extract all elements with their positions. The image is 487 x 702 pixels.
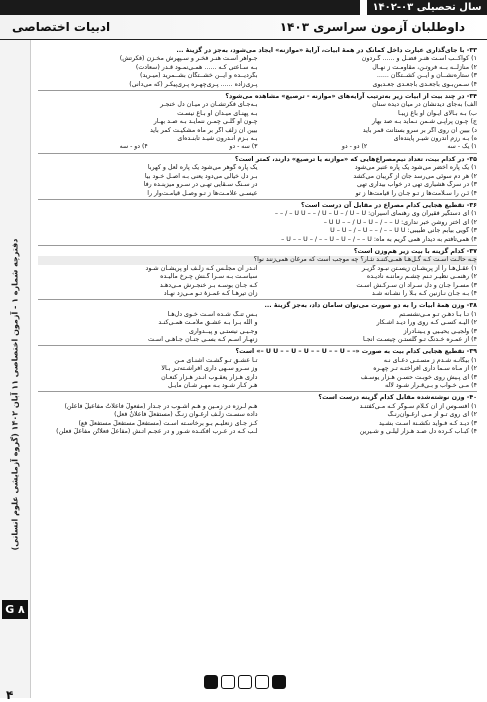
answer-choice [38, 265, 477, 273]
answer-choice [38, 81, 477, 89]
hemistich-second: زان تیرهـا کـه غمـزهٔ تـو مـی‌زد نهـاد [163, 289, 258, 297]
hemistich-first: ج) چـون پراپـی شـمن نـماید بـه صد بهار [372, 118, 477, 126]
question-block [38, 90, 477, 152]
hemistich-second: و الله بـرا بـه عشـق ملامـت همـی‌کنـد [158, 319, 258, 327]
hemistich-first: ۴) از عمـره خـدنگ تـو گلستـن چیسـت آنجـا [363, 336, 477, 343]
hemistich-first: الف) به‌جای دیدنشان در میان دیده سنان [372, 101, 477, 109]
answer-choice: ۴) همی‌تافتم به دیدار همی گریم به ماه: U – – U – / – – U – U – / – – U – [281, 235, 477, 243]
hemistich-first: ۴) کبـاب کـرده دل صـد هـزار لیلـی و شـیرین [359, 428, 477, 436]
hemistich-first: ۲) از مـاه سـما داری افراختـه تـر چهـره [373, 365, 477, 373]
question-area [38, 45, 477, 675]
hemistich-second: بـه پهنـای میـدان او بـاغ نیسـت [177, 109, 258, 117]
question-stem: ۳۸- وزن همهٔ ابیات را به دو صورت می‌توان سامان داد، به‌جز گزینهٔ ... [264, 302, 477, 310]
page-number: ۴ [6, 688, 14, 702]
answer-choice [38, 164, 477, 172]
answer-choice [38, 173, 477, 181]
option-row [38, 143, 477, 151]
footer-dot [272, 675, 286, 689]
hemistich-second: وجـیـی نیستـی و پیــدواری [189, 327, 258, 335]
hemistich-first: ۳) در سرگ هشیاری تهی در خواب بیداری تهی [357, 181, 477, 189]
answer-choice [38, 290, 477, 298]
reference-verse: چـه حالـت اسـت کـه گـل‌هـا همـی‌کننـد نثـار؟ چه موجب است که مرغان همی‌زنند نوا؟ [38, 256, 477, 264]
hemistich-first: ب) بـه بـالای ایـوان او باغ زیبـا [397, 109, 477, 117]
hemistich-second: کـه جـان بوسـه بـر خنجـرش مـی‌دهـد [159, 281, 258, 289]
footer-dots [200, 675, 290, 689]
hemistich-second: بـه بـزم انـدرون شیـد تابنـده‌ای [177, 135, 258, 143]
answer-choice [38, 382, 477, 390]
hemistich-first: ۱) تـا بـا دهـن تـو مـی‌نشسـتم [399, 310, 477, 318]
footer-dot [204, 675, 218, 689]
hemistich-second: انـدر آن مجلـس کـه زلـف او پریشـان شـود [145, 264, 258, 272]
option-item: ۴) دو - سه [119, 143, 148, 151]
question-divider [38, 345, 477, 346]
hemistich-second: تـا عشـق تـو گشـت آشنـای مـن [174, 356, 258, 364]
hemistich-first: ۱) عقـل‌هـا را از پریشـان زیسـتن نبـود گزیـر [361, 264, 477, 272]
hemistich-first: ۳) دیـد کـه فـواید نکشـنة اسـت بشـید [378, 419, 477, 427]
page-header [0, 0, 487, 40]
side-strip [0, 40, 31, 702]
hemistich-first: ۲) ای روی تـو از مـی ارغـوان‌رنـگ [387, 411, 477, 419]
hemistich-second: سیاسـت بـه سـرا گـنش چـرخ مالیـده [160, 273, 258, 281]
question-stem: ۳۴- در چند بیت از ابیات زیر به‌ترتیب آرایه‌های «موازنه - ترصیع» مشاهده می‌شود؟ [225, 93, 477, 101]
question-block [38, 153, 477, 198]
footer-dot [221, 675, 235, 689]
question-block [38, 199, 477, 244]
answer-choice [38, 328, 477, 336]
series-label: سال تحصیلی ۰۳-۱۴۰۲ [367, 0, 487, 15]
answer-choice [38, 118, 477, 126]
hemistich-second: کـز جـای زنعلیـم بـو برخاسـته اسـت (مستفعلُ مستفعلُ مستفعلُ فع) [78, 419, 258, 427]
option-item: ۲) دو - دو [341, 143, 368, 151]
answer-choice [38, 282, 477, 290]
hemistich-second: داری هـزار یعقـوب انـدر هـزار کنعـان [161, 373, 258, 381]
hemistich-first: ۳) ای پـیش روی خوبـت حسـن هـزار یوسـف [360, 373, 477, 381]
answer-choice: ۱) ای دستگیر فقیران وی رهنمای اسیران: U U – – / U – U – / U – U – / – – [274, 210, 477, 218]
hemistich-second: بـس تنـگ شـده اسـت خـوی دل‌هـا [167, 310, 258, 318]
question-divider [38, 199, 477, 200]
answer-choice [38, 135, 477, 143]
exam-title: داوطلبان آزمون سراسری ۱۴۰۳ [279, 20, 465, 34]
question-block [38, 47, 477, 89]
group-code: G ۸ [2, 600, 28, 619]
hemistich-second: بـه‌جـای فکرتشـان در میـان دل خنجـر [160, 101, 258, 109]
hemistich-second: بیین آن زلف اگر بر ماه مشکیـت کمر باید [150, 126, 258, 134]
answer-choice [38, 311, 477, 319]
header-top-bar [0, 0, 360, 15]
question-block [38, 245, 477, 298]
option-item: ۱) یک - سه [447, 143, 477, 151]
question-stem: ۴۰- وزن نوشته‌شده مقابل کدام گزینه درست است؟ [318, 394, 477, 402]
question-stem: ۳۳- با جای‌گذاری عبارت داخل کمانک در همهٔ ابیات، آرایهٔ «موازنه» ایجاد می‌شود، به‌جز در گزینهٔ ... [176, 47, 477, 54]
answer-choice [38, 336, 477, 344]
answer-choice [38, 365, 477, 373]
subject-title: ادبیات اختصاصی [12, 20, 111, 34]
question-divider [38, 391, 477, 392]
hemistich-second: هـم لـرزه در زمـین و هـم آشـوب در جـدار (مفعولُ فاعلاتُ مفاعیلُ فاعلن) [64, 402, 258, 410]
answer-choice [38, 110, 477, 118]
answer-choice [38, 64, 477, 72]
hemistich-first: ۴) بـه جـان نـازنین کـه بـلا را نشـانه شـد [371, 289, 477, 297]
answer-choice [38, 181, 477, 189]
question-stem: ۳۹- تقطیع هجایی کدام بیت به صورت «– – U U – – U – U – – U – – U –» است؟ [235, 348, 477, 356]
answer-choice: ۳) گویی بیابم جانی طبیبی: U – U – / – U – – / – – U U [330, 227, 477, 235]
question-divider [38, 153, 477, 154]
hemistich-second: بگردیــده و ایــن خشــتگان بشــمرید (میـرید) [139, 72, 258, 80]
hemistich-second: عیسـی علامـت‌ها ز تـو وصـل قیامـت‌وار را [147, 189, 258, 197]
hemistich-first: ۲) منازلــه بــه فروتـن، مقاومـت ز نهـال [372, 63, 477, 71]
answer-choice [38, 357, 477, 365]
answer-choice: ۲) ای اختر روشن خبر نداری: U U – – / U – U – / – – U – [323, 218, 477, 226]
answer-choice [38, 55, 477, 63]
question-divider [38, 245, 477, 246]
answer-choice [38, 319, 477, 327]
question-divider [38, 90, 477, 91]
hemistich-first: د) بیین آن روی اگر بر سرو بستانت قمر باید [362, 126, 477, 134]
option-item: ۳) سه - دو [229, 143, 258, 151]
question-stem: ۳۷- کدام گزینه با بیت زیر هم‌وزن است؟ [353, 247, 477, 255]
hemistich-second: جـواهر اسـت هنـر فخـر و سـپهرش مخـزن (فکرتش) [119, 55, 258, 63]
question-block [38, 299, 477, 344]
question-block [38, 345, 477, 390]
answer-choice [38, 374, 477, 382]
hemistich-first: ۲) الیـه کسـی کـه روی ورا دیـد اشـکار [376, 319, 477, 327]
hemistich-first: ۲) هر دم سوئی می‌رسد جان از گریبان می‌کشد [353, 172, 477, 180]
answer-choice [38, 273, 477, 281]
hemistich-first: ۴) سـمن‌بـوی با‌جعـدی با‌جعـدی جعـدبوی [372, 80, 477, 88]
answer-choice [38, 411, 477, 419]
question-divider [38, 299, 477, 300]
footer-dot [238, 675, 252, 689]
hemistich-second: لـب کـه در عـرب افکنـده شـور و در عجـم آتـش (مفاعلُ فعلاتُن مفاعلُ فعلن) [56, 428, 258, 436]
hemistich-first: ۱) افسـوس از آن کـلام سـوگر کـه مـی‌کفتنـد [359, 402, 477, 410]
answer-choice [38, 403, 477, 411]
hemistich-first: ۱) کواکــب اسـت هنـر فضـل و ...... گـردون [361, 55, 477, 63]
hemistich-first: ۳) ستاره‌نشــان و ایــن کشــتگان ...... [376, 72, 477, 80]
answer-choice [38, 72, 477, 80]
answer-choice [38, 190, 477, 198]
hemistich-second: پـری‌زاده ...... پـری‌چهـره پـری‌پیکـر (که می‌دانی) [129, 80, 258, 88]
answer-choice [38, 127, 477, 135]
hemistich-first: ۳) ولجیـی یحیـیی و یـینـادراز [403, 327, 477, 335]
hemistich-second: در سـنگ سـقایی تهـی در سـرو میزبنـده رفا [143, 181, 258, 189]
hemistich-first: ۲) رهنمـی نظیـر تـنم چشـم رماننـه نادیـده [366, 273, 477, 281]
question-block [38, 391, 477, 436]
hemistich-second: بـر دل خیالی می‌دود یعنی بـه اصـل خـود بیا [144, 172, 258, 180]
hemistich-first: ۴) ئـن را سـلامت‌ها ز تـو جـان را قیامت‌ها ز تو [355, 189, 477, 197]
hemistich-second: چـون او گلـی چمـن ننمایـد بـه صـد بهـار [153, 118, 258, 126]
hemistich-first: ۳) مسـرا جـان و دل سـراد آن سـرکـش اسـت [356, 281, 477, 289]
hemistich-first: ۱) یک پاره اخضر می‌شود یک پاره عنبر می‌شود [354, 164, 477, 172]
hemistich-second: بـه سـاعتی کـه ...... همـی‌نمـود قـدر (سعادت) [135, 63, 258, 71]
hemistich-second: یک پاره گوهر می‌شود یک پاره لعل و کهربا [147, 164, 258, 172]
hemistich-first: ۴) مـی خـواب و بـی‌قـرار شـود لاله [384, 382, 477, 390]
question-stem: ۳۶- تقطیع هجایی کدام مصراع در مقابل آن درست است؟ [300, 201, 477, 209]
question-stem: ۳۵- در کدام بیت، تعداد نیم‌مصراع‌هایی که «موازنه یا ترصیع» دارند، کمتر است؟ [234, 155, 477, 163]
footer-dot [255, 675, 269, 689]
answer-choice [38, 428, 477, 436]
hemistich-second: وز سـرو سـهی داری افراشـته‌تـر بـالا [161, 365, 258, 373]
hemistich-second: هـر کـار شـود بـه مهـر شـان مایـل [167, 382, 258, 390]
answer-choice [38, 420, 477, 428]
answer-choice [38, 101, 477, 109]
hemistich-second: زنهـار اسـم کـه بسـی جنـان جـاهـی اسـت [147, 336, 258, 343]
hemistich-first: ه) بـه رزم اندرون شیـر پاینده‌ای [393, 135, 477, 143]
hemistich-first: ۱) بیگانـه شـدم ز مسـتـی دعـای نـه [383, 356, 477, 364]
booklet-info: دفترچه شماره ۱ - آزمون اختصاصی ۱۱ آبان ۱۴۰۲ (گروه آزمایشی علوم انسانی) [10, 238, 20, 551]
hemistich-second: داده سسـت زلـف ارغـوان زنـگ (مستفعلُ فاعلانُ فعل) [114, 411, 258, 419]
